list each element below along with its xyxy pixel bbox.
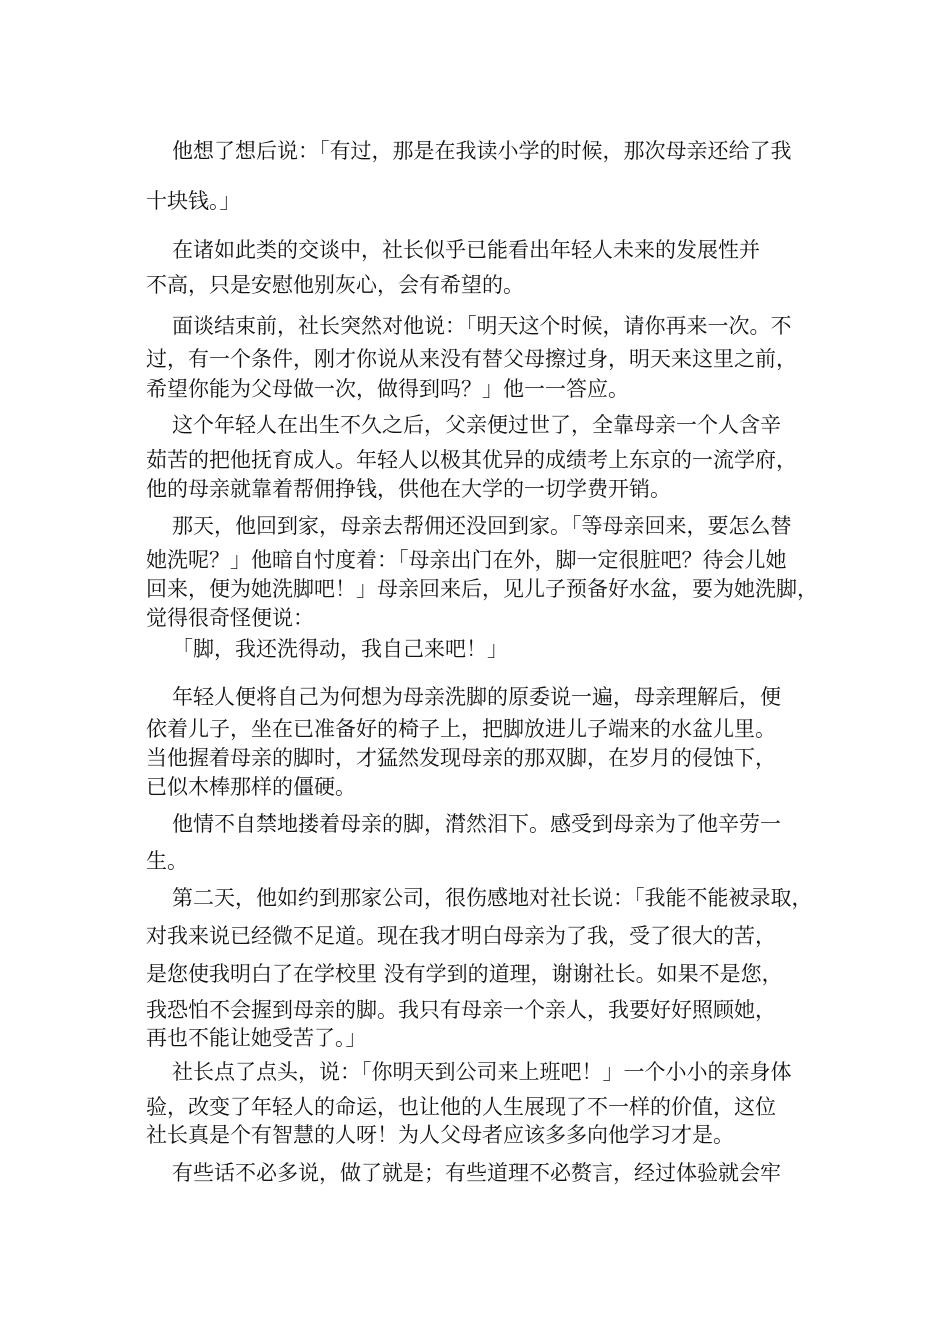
text-line: 他想了想后说：「有过，那是在我读小学的时候，那次母亲还给了我 (172, 139, 792, 163)
text-line: 依着儿子，坐在已准备好的椅子上，把脚放进儿子端来的水盆儿里。 (146, 717, 776, 741)
text-line: 年轻人便将自己为何想为母亲洗脚的原委说一遍，母亲理解后，便 (172, 685, 781, 709)
text-line: 他情不自禁地搂着母亲的脚，潸然泪下。感受到母亲为了他辛劳一 (172, 812, 781, 836)
text-line: 茹苦的把他抚育成人。年轻人以极其优异的成绩考上东京的一流学府， (146, 448, 797, 472)
text-line: 是您使我明白了在学校里 没有学到的道理，谢谢社长。如果不是您， (146, 962, 783, 986)
text-line: 不高，只是安慰他别灰心，会有希望的。 (146, 273, 524, 297)
text-line: 回来，便为她洗脚吧！」母亲回来后，见儿子预备好水盆，要为她洗脚， (146, 577, 818, 601)
text-line: 过，有一个条件，刚才你说从来没有替父母擦过身，明天来这里之前， (146, 347, 797, 371)
text-line: 面谈结束前，社长突然对他说：「明天这个时候，请你再来一次。不 (172, 314, 792, 338)
text-line: 这个年轻人在出生不久之后，父亲便过世了，全靠母亲一个人含辛 (172, 413, 781, 437)
text-line: 他的母亲就靠着帮佣挣钱，供他在大学的一切学费开销。 (146, 477, 671, 501)
text-line: 第二天，他如约到那家公司，很伤感地对社长说：「我能不能被录取， (172, 886, 813, 910)
text-line: 再也不能让她受苦了。」 (146, 1026, 367, 1050)
text-line: 在诸如此类的交谈中，社长似乎已能看出年轻人未来的发展性并 (172, 238, 760, 262)
text-line: 生。 (146, 849, 188, 873)
text-line: 「脚，我还洗得动，我自己来吧！」 (172, 637, 508, 661)
text-line: 有些话不必多说，做了就是；有些道理不必赘言，经过体验就会牢 (172, 1161, 781, 1185)
text-line: 社长真是个有智慧的人呀！为人父母者应该多多向他学习才是。 (146, 1123, 734, 1147)
text-line: 当他握着母亲的脚时，才猛然发现母亲的那双脚，在岁月的侵蚀下， (146, 746, 776, 770)
text-line: 对我来说已经微不足道。现在我才明白母亲为了我，受了很大的苦， (146, 924, 776, 948)
text-line: 我恐怕不会握到母亲的脚。我只有母亲一个亲人，我要好好照顾她， (146, 998, 776, 1022)
text-line: 那天，他回到家，母亲去帮佣还没回到家。「等母亲回来，要怎么替 (172, 514, 792, 538)
text-line: 觉得很奇怪便说： (146, 606, 314, 630)
text-line: 验，改变了年轻人的命运，也让他的人生展现了不一样的价值，这位 (146, 1095, 776, 1119)
text-line: 十块钱。」 (146, 189, 241, 213)
text-line: 已似木棒那样的僵硬。 (146, 775, 356, 799)
text-line: 希望你能为父母做一次，做得到吗？」他一一答应。 (146, 377, 629, 401)
text-line: 她洗呢？」他暗自忖度着：「母亲出门在外，脚一定很脏吧？待会儿她 (146, 548, 787, 572)
text-line: 社长点了点头，说：「你明天到公司来上班吧！」一个小小的亲身体 (172, 1060, 792, 1084)
